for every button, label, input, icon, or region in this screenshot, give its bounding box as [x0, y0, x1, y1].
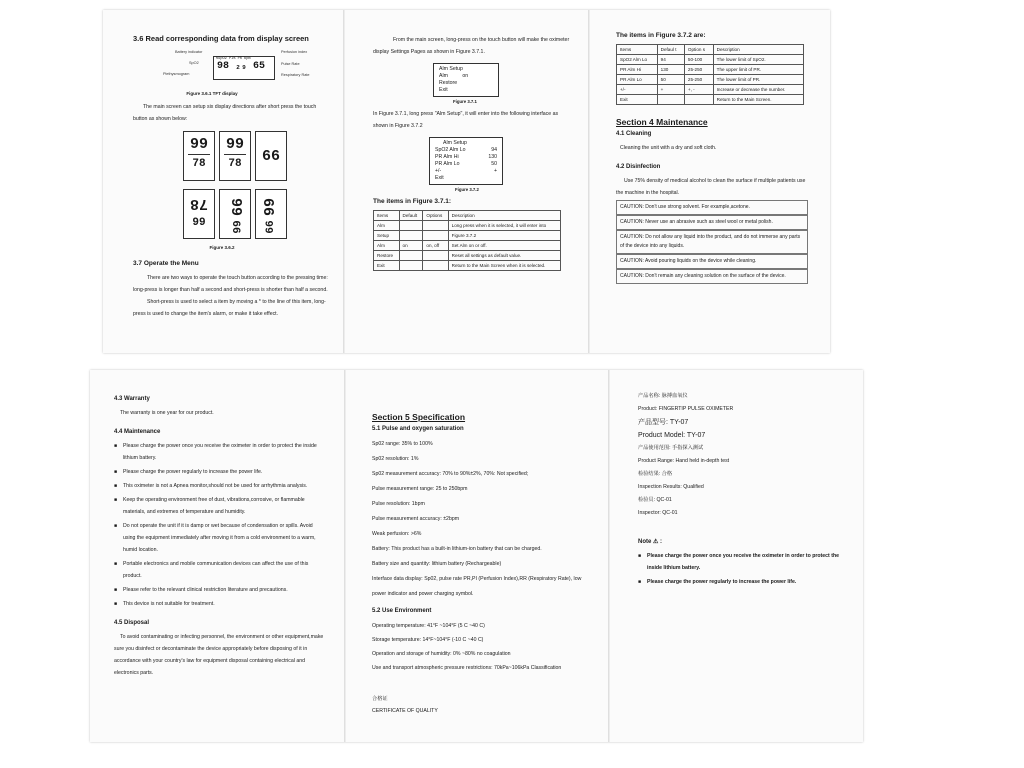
- cert-line: Inspection Results: Qualified: [638, 484, 704, 490]
- label-battery: Battery indicator: [175, 50, 203, 54]
- figure-caption: Figure 3.7.2: [455, 187, 479, 192]
- cell: [399, 231, 423, 241]
- menu-key: +/-: [435, 168, 442, 174]
- cell: Exit: [374, 261, 400, 271]
- menu-value: 94: [491, 147, 497, 153]
- label-spo2: SpO2: [189, 61, 199, 65]
- caution-item: CAUTION: Avoid pouring liquids on the device while cleaning.: [616, 254, 808, 269]
- spec-line: Pulse resolution: 1bpm: [372, 501, 425, 507]
- col-header: Items: [617, 45, 658, 55]
- spec-line: Sp02 range: 35% to 100%: [372, 441, 433, 447]
- figure-caption: Figure 3.7.1: [453, 99, 477, 104]
- tft-figure: [133, 48, 331, 88]
- cert-line: 检验员: QC-01: [638, 497, 672, 503]
- mini-value: 78: [190, 195, 209, 212]
- cert-line: 产品名称: 脉搏血氧仪: [638, 393, 688, 399]
- cell: [423, 231, 448, 241]
- cell: on, off: [423, 241, 448, 251]
- table-row: [617, 75, 804, 85]
- cell: PR Alm Lo: [617, 75, 658, 85]
- mini-value: 78: [228, 158, 242, 170]
- warranty-text: The warranty is one year for our product.: [120, 410, 214, 416]
- cell: The upper limit of PR.: [713, 65, 803, 75]
- orientation-screen-2: [219, 131, 251, 181]
- section-title: 3.7 Operate the Menu: [133, 260, 199, 267]
- page-specification: [346, 370, 608, 742]
- table-title: The items in Figure 3.7.2 are:: [616, 32, 706, 39]
- menu-key: Exit: [435, 175, 444, 181]
- cell: [423, 221, 448, 231]
- menu-item: Alm Setup: [439, 66, 463, 72]
- table-row: [374, 251, 561, 261]
- menu-key: PR Alm Hi: [435, 154, 459, 160]
- mini-value: 99: [227, 197, 244, 216]
- label-plethysmogram: Plethysmogram: [163, 72, 190, 76]
- table-title: The items in Figure 3.7.1:: [373, 198, 452, 205]
- label-pulse-rate: Pulse Rate: [281, 62, 300, 66]
- mini-value: 78: [192, 158, 206, 170]
- bullet-item: ■ This device is not suitable for treatment.: [114, 598, 324, 610]
- menu-key: PR Alm Lo: [435, 161, 460, 167]
- env-line: Operation and storage of humidity: 0% ~80% no coagulation: [372, 651, 511, 657]
- cell: 94: [657, 55, 684, 65]
- mini-value: 99: [192, 217, 206, 229]
- caution-item: CAUTION: Do not allow any liquid into the product, and do not immerse any parts of the device into any liquids.: [616, 230, 808, 254]
- table-header-row: [617, 45, 804, 55]
- table-row: [617, 65, 804, 75]
- label-respiratory-rate: Respiratory Rate: [281, 73, 310, 77]
- cell: The lower limit of PR.: [713, 75, 803, 85]
- cell: on: [399, 241, 423, 251]
- col-header: Defaul t: [657, 45, 684, 55]
- certificate-en: CERTIFICATE OF QUALITY: [372, 708, 438, 714]
- cell: +/-: [617, 85, 658, 95]
- caution-item: CAUTION: Don't remain any cleaning solution on the surface of the device.: [616, 269, 808, 284]
- mini-value: 66: [265, 220, 277, 234]
- cell: 50: [657, 75, 684, 85]
- mini-divider: [188, 154, 210, 155]
- cert-line: Inspector: QC-01: [638, 510, 678, 516]
- cell: [657, 95, 684, 105]
- cell: Exit: [617, 95, 658, 105]
- cell: Increase or decrease the number.: [713, 85, 803, 95]
- cell: Restore: [374, 251, 400, 261]
- col-header: Option s: [684, 45, 713, 55]
- page-maintenance: [590, 10, 830, 353]
- cell: 25-250: [684, 75, 713, 85]
- cell: [399, 261, 423, 271]
- section-title: 3.6 Read corresponding data from display screen: [133, 34, 309, 43]
- mini-value: 99: [262, 198, 279, 217]
- spec-line: Pulse measurement range: 25 to 250bpm: [372, 486, 468, 492]
- spec-subtitle: 5.1 Pulse and oxygen saturation: [372, 426, 464, 432]
- menu-row: [435, 175, 497, 182]
- alarm-menu-box: [429, 137, 503, 185]
- bullet-item: ■ Please refer to the relevant clinical restriction literature and precautions.: [114, 584, 324, 596]
- cell: [399, 221, 423, 231]
- page-settings-menu: [345, 10, 588, 353]
- cell: 130: [657, 65, 684, 75]
- spec-line: Interface data display: Sp02, pulse rate PR,PI (Perfusion Index),RR (Respiratory Rate), low power indicator and power charging symbol.: [372, 576, 582, 597]
- certificate-cn: 合格证: [372, 696, 388, 702]
- figure-caption: Figure 3.6.1 TFT display: [186, 91, 238, 96]
- cell: 50-100: [684, 55, 713, 65]
- cell: PR Alm Hi: [617, 65, 658, 75]
- caution-list: [616, 200, 808, 284]
- col-header: Description: [713, 45, 803, 55]
- orientation-screen-6: [255, 189, 287, 239]
- table-row: [374, 241, 561, 251]
- cell: Reset all settings as default value.: [448, 251, 560, 261]
- mini-value: 66: [261, 148, 280, 165]
- menu-row: [435, 168, 497, 175]
- col-header: Description: [448, 211, 560, 221]
- orientation-screen-4: [183, 189, 215, 239]
- menu-value: 130: [488, 154, 497, 160]
- cell: Setup: [374, 231, 400, 241]
- cell: +, -: [684, 85, 713, 95]
- mini-divider: [224, 154, 246, 155]
- env-line: Use and transport atmospheric pressure restrictions: 70kPa~106kPa Classification: [372, 665, 562, 671]
- menu-item: Exit: [439, 87, 448, 93]
- menu-paragraph-2: Short-press is used to select a item by moving a * to the line of this item, long-press is used to change the item's alarm, or make it take effect.: [133, 299, 326, 317]
- figure-caption: Figure 3.6.2: [209, 245, 235, 250]
- display-intro: The main screen can setup six display directions after short press the touch button as shown below:: [133, 104, 317, 122]
- environment-title: 5.2 Use Environment: [372, 608, 432, 614]
- cleaning-text: Cleaning the unit with a dry and soft cloth.: [620, 145, 717, 151]
- cell: Return to the Main Screen.: [713, 95, 803, 105]
- mini-value: 99: [225, 136, 244, 153]
- note-item: ■ Please charge the power once you receive the oximeter in order to protect the inside lithium battery.: [638, 550, 843, 574]
- bullet-item: ■ Portable electronics and mobile communication devices can affect the use of this product.: [114, 558, 324, 582]
- maintenance-title: 4.4 Maintenance: [114, 429, 161, 435]
- cell: SpO2 Alm Lo: [617, 55, 658, 65]
- menu-paragraph-1: There are two ways to operate the touch button according to the pressing time: long-press is longer than half a second and short-press is shorter than half a second.: [133, 275, 328, 293]
- cell: Alm: [374, 221, 400, 231]
- cell: [399, 251, 423, 261]
- cert-line: 检验结果: 合格: [638, 471, 673, 477]
- tft-display: [213, 56, 275, 80]
- menu-item: Restore: [439, 80, 458, 86]
- col-header: Options: [423, 211, 448, 221]
- spec-line: Sp02 resolution: 1%: [372, 456, 419, 462]
- disinfection-text: Use 75% density of medical alcohol to clean the surface if multiple patients use the machine in the hospital.: [616, 178, 806, 196]
- spec-line: Pulse measurement accuracy: ±2bpm: [372, 516, 460, 522]
- cell: [423, 261, 448, 271]
- items-table-371: [373, 210, 561, 271]
- menu-key: Alm Setup: [443, 140, 467, 146]
- col-header: Default: [399, 211, 423, 221]
- page-3-6: [103, 10, 343, 353]
- section-5-title: Section 5 Specification: [372, 412, 466, 422]
- spec-line: Weak perfusion: >6%: [372, 531, 422, 537]
- bottom-leaflet: [90, 370, 863, 742]
- lcd-header: %SpO2 PI% PR bpm: [216, 57, 251, 61]
- menu-value: +: [493, 168, 497, 174]
- cell: +: [657, 85, 684, 95]
- note-item: ■ Please charge the power regularly to increase the power life.: [638, 576, 843, 588]
- mini-value: 66: [229, 220, 241, 234]
- items-table-372: [616, 44, 804, 105]
- menu-row: [435, 140, 497, 147]
- cert-line: Product Model: TY-07: [638, 432, 706, 439]
- note-title: Note ⚠ :: [638, 539, 663, 545]
- cell: Figure 3.7.2: [448, 231, 560, 241]
- settings-menu-box: [433, 63, 499, 97]
- menu-row: [435, 161, 497, 168]
- label-perfusion: Perfusion index: [281, 50, 308, 54]
- menu-row: [435, 154, 497, 161]
- spec-line: Battery: This product has a built-in lithium-ion battery that can be charged.: [372, 546, 542, 552]
- cert-line: 产品使用范围: 手指探入测试: [638, 445, 704, 451]
- cell: Alm: [374, 241, 400, 251]
- env-line: Operating temperature: 41°F ~104°F (5 C ~40 C): [372, 623, 485, 629]
- orientation-screen-5: [219, 189, 251, 239]
- cell: Set Alm on or off.: [448, 241, 560, 251]
- table-row: [374, 221, 561, 231]
- bullet-item: ■ Keep the operating environment free of dust, vibrations,corrosive, or flammable materials, and extremes of temperature and humidity.: [114, 494, 324, 518]
- page-warranty: [90, 370, 344, 742]
- orientation-screen-1: [183, 131, 215, 181]
- menu-item: Alm on: [439, 73, 469, 79]
- orientation-screen-3: [255, 131, 287, 181]
- cert-line: Product Range: Hand held in-depth test: [638, 458, 730, 464]
- orientation-grid: [183, 131, 331, 243]
- cell: The lower limit of SpO2.: [713, 55, 803, 65]
- bullet-item: ■ Do not operate the unit if it is damp or wet because of condensation or spills. Avoid using the equipment immediately after moving it from a cold environment to a warm, humid location.: [114, 520, 324, 556]
- cell: Return to the Main Screen when it is selected.: [448, 261, 560, 271]
- caution-item: CAUTION: Never use an abrasive such as steel wool or metal polish.: [616, 215, 808, 230]
- col-header: Items: [374, 211, 400, 221]
- cell: [423, 251, 448, 261]
- table-row: [617, 85, 804, 95]
- menu-key: SpO2 Alm Lo: [435, 147, 466, 153]
- section-4-title: Section 4 Maintenance: [616, 117, 708, 127]
- cell: 25-250: [684, 65, 713, 75]
- alm-setup-text: In Figure 3.7.1, long press "Alm Setup", it will enter into the following interface as shown in Figure 3.7.2: [373, 111, 559, 129]
- cell: Long press when it is selected, it will enter into: [448, 221, 560, 231]
- warranty-title: 4.3 Warranty: [114, 396, 150, 402]
- table-row: [374, 231, 561, 241]
- table-row: [617, 95, 804, 105]
- spec-line: Sp02 measurement accuracy: 70% to 90%±2%, 70%: Not specified;: [372, 471, 529, 477]
- disposal-text: To avoid contaminating or infecting personnel, the environment or other equipment,make sure you disinfect or decontaminate the device appropriately before disposing of it in accordance with your country's law for equipment disposal containing electrical and electronics parts.: [114, 634, 324, 676]
- cert-line: Product: FINGERTIP PULSE OXIMETER: [638, 406, 734, 412]
- table-header-row: [374, 211, 561, 221]
- spec-line: Battery size and quantity: lithium battery (Rechargeable): [372, 561, 502, 567]
- settings-intro: From the main screen, long-press on the touch button will make the oximeter display Settings Pages as shown in Figure 3.7.1.: [373, 37, 570, 55]
- lcd-values: 98 ₂₉ 65: [217, 61, 266, 72]
- page-certificate: [610, 370, 863, 742]
- disinfection-title: 4.2 Disinfection: [616, 164, 661, 170]
- cleaning-title: 4.1 Cleaning: [616, 131, 652, 137]
- env-line: Storage temperature: 14°F~104°F (-10 C ~40 C): [372, 637, 484, 643]
- top-leaflet: [103, 10, 830, 353]
- bullet-item: ■ Please charge the power once you receive the oximeter in order to protect the inside lithium battery.: [114, 440, 324, 464]
- cert-line: 产品型号: TY-07: [638, 419, 689, 426]
- menu-row: [435, 147, 497, 154]
- mini-value: 99: [189, 136, 208, 153]
- table-row: [617, 55, 804, 65]
- menu-value: 50: [491, 161, 497, 167]
- bullet-item: ■ Please charge the power regularly to increase the power life.: [114, 466, 324, 478]
- table-row: [374, 261, 561, 271]
- caution-item: CAUTION: Don't use strong solvent. For example,acetone.: [616, 200, 808, 215]
- bullet-item: ■ This oximeter is not a Apnea monitor,should not be used for arrhythmia analysis.: [114, 480, 324, 492]
- disposal-title: 4.5 Disposal: [114, 620, 150, 626]
- cell: [684, 95, 713, 105]
